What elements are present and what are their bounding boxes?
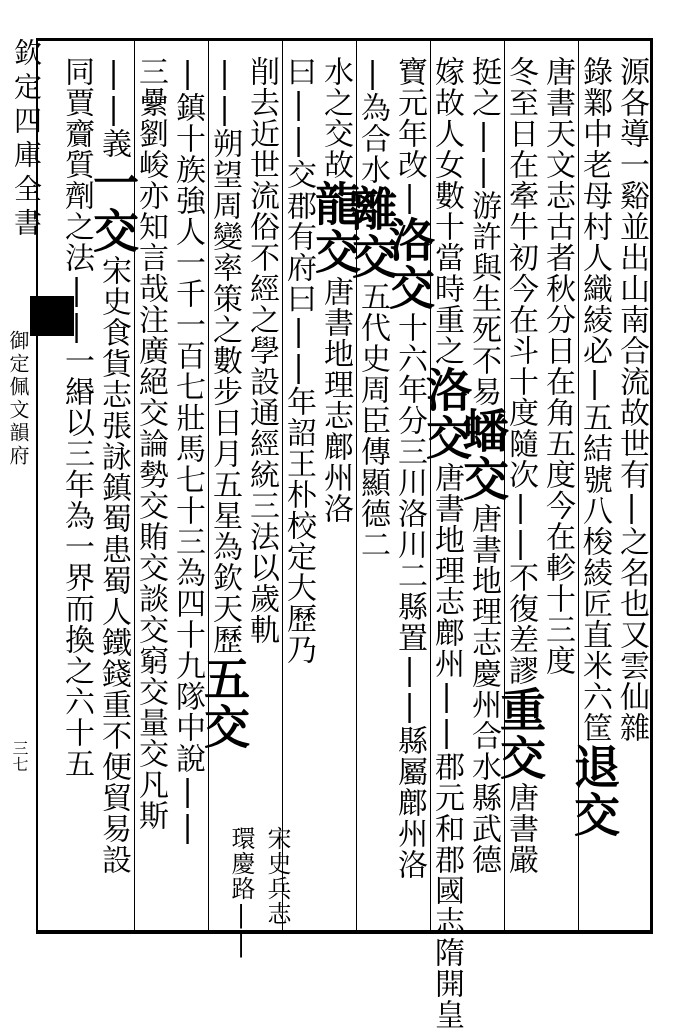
headword-term: 一交 [86, 159, 140, 255]
text-column [168, 56, 206, 846]
text-column [567, 56, 621, 839]
text-segment: 冬至日在牽牛初今在斗十度隨次||不復差謬 [503, 56, 538, 686]
text-column [57, 56, 95, 779]
text-segment: 寶元年改| [392, 56, 427, 216]
text-segment: 十六年分三川洛川二縣置||縣屬鄜州洛 [392, 312, 427, 880]
text-segment: 同賈齎 [59, 56, 94, 149]
side-note: 環慶路|| [227, 826, 255, 959]
text-segment: |鎮十族強人一千一百七壯馬七十三為四十九隊中說|| [170, 56, 205, 846]
text-segment: 水之交故 [318, 56, 353, 180]
text-segment: 曰|| [281, 56, 316, 159]
text-column [538, 56, 576, 676]
margin-collection-title: 欽定四庫全書 [10, 38, 43, 242]
text-segment: ||朔望周變率策之數步日月五星為欽天歷 [207, 56, 242, 655]
text-segment: 唐書地理志慶州合水縣武德 [466, 503, 501, 875]
text-column [197, 56, 251, 751]
text-segment: 三纍劉峻亦知言哉注廣絕交論勢交賄交談交窮交量交凡斯 [133, 56, 168, 831]
text-segment: 嫁故人女數十當時重之 [429, 56, 464, 366]
margin-book-title: 御定佩文韻府 [6, 330, 30, 468]
margin-page-number: 三七 [10, 740, 29, 772]
text-segment: 宋史食貨志張詠鎮蜀患蜀人鐵錢重不便貿易設 [96, 255, 131, 875]
text-segment: 質劑之法||一緡以三年為一界而換之六十五 [59, 149, 94, 779]
headword-term: 龍交 [308, 180, 362, 276]
text-segment: 削去近世流俗不經之學設通經統三法以歲軌 [244, 56, 279, 645]
text-segment: 唐書地理志鄜州||郡元和郡國志隋開皇 [429, 462, 464, 1030]
text-segment: 挺之||游許與生死不易 [466, 56, 501, 407]
text-segment: 五代史周臣傳顯德二 [355, 281, 390, 560]
text-column [242, 56, 280, 645]
headword-term: 洛交 [419, 366, 473, 462]
side-note: 宋史兵志 [263, 826, 291, 926]
text-segment: 錄鄴中老母村人織綾必|五結號八梭綾匠直米六筐 [577, 56, 612, 743]
headword-term: 離交 [345, 185, 399, 281]
text-segment: 唐書嚴 [503, 782, 538, 875]
headword-term: 退交 [567, 743, 621, 839]
text-segment: |為合水 [355, 56, 390, 185]
text-column [279, 56, 317, 665]
text-column [86, 56, 140, 875]
text-column [612, 56, 650, 743]
text-column [308, 56, 362, 524]
text-segment: 交郡有府曰||年詔王朴校定大歷乃 [281, 159, 316, 665]
text-column [419, 56, 473, 1030]
text-segment: 唐書地理志鄜州洛 [318, 276, 353, 524]
headword-term: 洛交 [382, 216, 436, 312]
right-border [650, 38, 653, 934]
text-column [456, 56, 510, 875]
headword-term: 五交 [197, 655, 251, 751]
text-segment: ||義 [96, 56, 131, 159]
bottom-rule [36, 930, 652, 934]
headword-term: 蟠交 [456, 407, 510, 503]
text-column [345, 56, 399, 560]
top-rule [36, 38, 652, 41]
text-segment: 唐書天文志古者秋分日在角五度今在軫十三度 [540, 56, 575, 676]
headword-term: 重交 [493, 686, 547, 782]
text-column [382, 56, 436, 880]
text-segment: 源各導一谿並出山南合流故世有|之名也又雲仙雜 [614, 56, 649, 743]
